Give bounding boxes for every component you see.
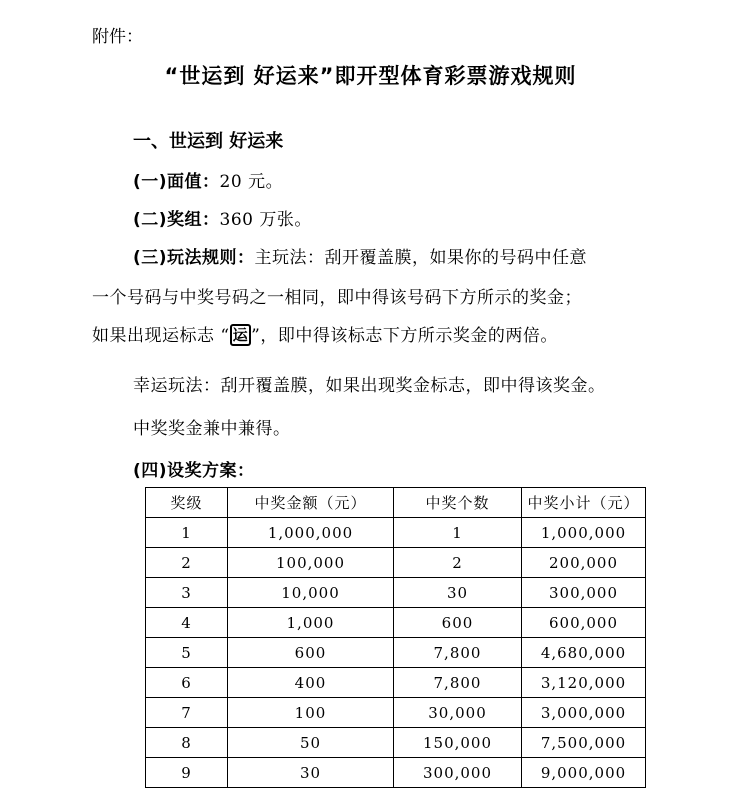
cell-amount: 30 bbox=[228, 758, 394, 788]
cell-subtotal: 7,500,000 bbox=[522, 728, 646, 758]
cell-amount: 10,000 bbox=[228, 578, 394, 608]
rules-label: (三)玩法规则： bbox=[133, 248, 255, 268]
cell-subtotal: 1,000,000 bbox=[522, 518, 646, 548]
cell-count: 30 bbox=[394, 578, 522, 608]
rules-line1-text: 主玩法：刮开覆盖膜，如果你的号码中任意 bbox=[254, 248, 588, 268]
cell-level: 9 bbox=[146, 758, 228, 788]
attachment-label: 附件： bbox=[92, 27, 143, 47]
table-row bbox=[146, 518, 646, 548]
cell-level: 4 bbox=[146, 608, 228, 638]
cell-level: 8 bbox=[146, 728, 228, 758]
yun-symbol-icon: 运 bbox=[230, 324, 252, 346]
batch-text: 360 万张。 bbox=[219, 210, 312, 230]
cell-amount: 100 bbox=[228, 698, 394, 728]
prize-table-header-row bbox=[146, 488, 646, 518]
prize-plan-label: (四)设奖方案： bbox=[133, 461, 255, 481]
cell-count: 7,800 bbox=[394, 668, 522, 698]
cell-subtotal: 300,000 bbox=[522, 578, 646, 608]
table-row bbox=[146, 638, 646, 668]
cell-level: 7 bbox=[146, 698, 228, 728]
lucky-play-text: 幸运玩法：刮开覆盖膜，如果出现奖金标志，即中得该奖金。 bbox=[133, 376, 606, 396]
cell-amount: 1,000 bbox=[228, 608, 394, 638]
cell-count: 600 bbox=[394, 608, 522, 638]
cell-subtotal: 200,000 bbox=[522, 548, 646, 578]
cell-count: 150,000 bbox=[394, 728, 522, 758]
cell-count: 30,000 bbox=[394, 698, 522, 728]
section-heading: 一、世运到 好运来 bbox=[133, 131, 284, 152]
cell-amount: 100,000 bbox=[228, 548, 394, 578]
cell-count: 1 bbox=[394, 518, 522, 548]
rules-line2-text: 一个号码与中奖号码之一相同，即中得该号码下方所示的奖金； bbox=[92, 288, 582, 308]
cell-subtotal: 3,000,000 bbox=[522, 698, 646, 728]
cell-subtotal: 4,680,000 bbox=[522, 638, 646, 668]
cell-amount: 400 bbox=[228, 668, 394, 698]
cell-level: 2 bbox=[146, 548, 228, 578]
rules-line3-post: ”，即中得该标志下方所示奖金的两倍。 bbox=[251, 326, 558, 346]
table-row bbox=[146, 698, 646, 728]
face-value-paragraph bbox=[133, 167, 283, 192]
header-count: 中奖个数 bbox=[394, 488, 522, 518]
cell-subtotal: 3,120,000 bbox=[522, 668, 646, 698]
cell-level: 5 bbox=[146, 638, 228, 668]
cell-level: 3 bbox=[146, 578, 228, 608]
cell-amount: 600 bbox=[228, 638, 394, 668]
face-value-text: 20 元。 bbox=[219, 172, 284, 192]
batch-label: (二)奖组： bbox=[133, 210, 220, 230]
cell-amount: 1,000,000 bbox=[228, 518, 394, 548]
document-title: “世运到 好运来”即开型体育彩票游戏规则 bbox=[164, 64, 577, 88]
rules-paragraph-line3 bbox=[92, 321, 558, 346]
header-level: 奖级 bbox=[146, 488, 228, 518]
cell-subtotal: 600,000 bbox=[522, 608, 646, 638]
cell-count: 7,800 bbox=[394, 638, 522, 668]
table-row bbox=[146, 668, 646, 698]
table-row bbox=[146, 608, 646, 638]
cell-count: 2 bbox=[394, 548, 522, 578]
rules-paragraph-line1 bbox=[133, 243, 587, 268]
batch-paragraph bbox=[133, 205, 312, 230]
table-row bbox=[146, 758, 646, 788]
cell-level: 6 bbox=[146, 668, 228, 698]
header-subtotal: 中奖小计（元） bbox=[522, 488, 646, 518]
table-row bbox=[146, 578, 646, 608]
table-row bbox=[146, 728, 646, 758]
prize-table bbox=[145, 487, 646, 788]
cell-count: 300,000 bbox=[394, 758, 522, 788]
table-row bbox=[146, 548, 646, 578]
cell-level: 1 bbox=[146, 518, 228, 548]
rules-line3-pre: 如果出现运标志 “ bbox=[92, 326, 230, 346]
header-amount: 中奖金额（元） bbox=[228, 488, 394, 518]
combined-prize-text: 中奖奖金兼中兼得。 bbox=[133, 419, 291, 439]
cell-amount: 50 bbox=[228, 728, 394, 758]
cell-subtotal: 9,000,000 bbox=[522, 758, 646, 788]
face-value-label: (一)面值： bbox=[133, 172, 220, 192]
